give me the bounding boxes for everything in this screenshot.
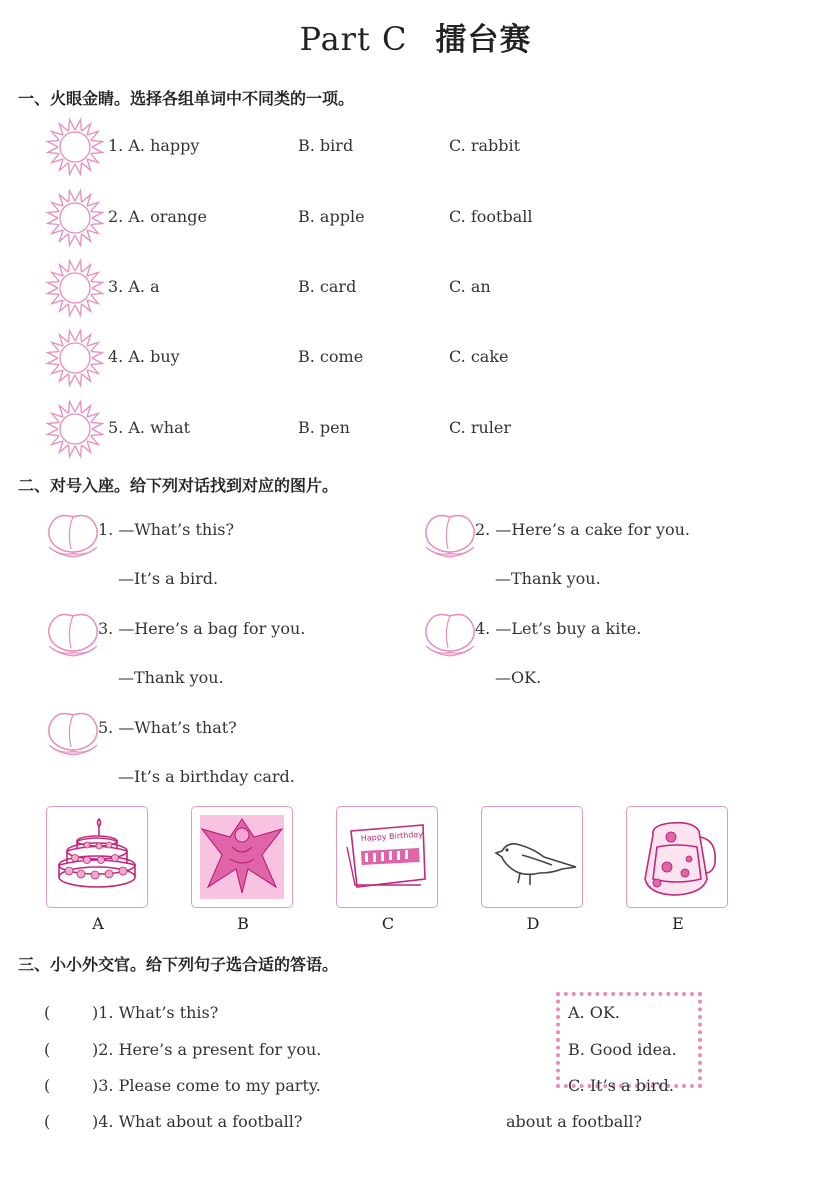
svg-text:Happy Birthday: Happy Birthday bbox=[360, 829, 424, 843]
picture-bag-icon bbox=[626, 806, 728, 908]
section2-heading: 二、对号入座。给下列对话找到对应的图片。 bbox=[18, 476, 339, 495]
sun-icon bbox=[44, 327, 106, 389]
question-text: )4. What about a football? bbox=[92, 1112, 303, 1131]
picture-cake-icon bbox=[46, 806, 148, 908]
option-a: 2. A. orange bbox=[108, 207, 207, 226]
sun-icon bbox=[44, 187, 106, 249]
title-chinese: 擂台赛 bbox=[435, 22, 532, 58]
sun-icon bbox=[44, 257, 106, 319]
option-c: C. cake bbox=[449, 347, 509, 366]
sun-icon bbox=[44, 398, 106, 460]
ghost-text: about a football? bbox=[506, 1112, 643, 1131]
answer-blank-open[interactable]: ( bbox=[44, 1003, 51, 1022]
section1-heading: 一、火眼金睛。选择各组单词中不同类的一项。 bbox=[18, 89, 355, 108]
picture-label-e: E bbox=[672, 914, 684, 933]
option-b: B. pen bbox=[298, 418, 350, 437]
peach-icon bbox=[420, 507, 480, 559]
option-a: 3. A. a bbox=[108, 277, 160, 296]
section3-heading: 三、小小外交官。给下列句子选合适的答语。 bbox=[18, 955, 339, 974]
answer-option-a: A. OK. bbox=[568, 1003, 620, 1022]
dialog-line-1: 2. —Here’s a cake for you. bbox=[475, 520, 690, 539]
answer-option-b: B. Good idea. bbox=[568, 1040, 677, 1059]
dialog-line-1: 5. —What’s that? bbox=[98, 718, 237, 737]
picture-label-d: D bbox=[526, 914, 540, 933]
dialog-line-2: —Thank you. bbox=[118, 668, 224, 687]
option-b: B. bird bbox=[298, 136, 354, 155]
peach-icon bbox=[420, 606, 480, 658]
answer-blank-open[interactable]: ( bbox=[44, 1040, 51, 1059]
question-text: )1. What’s this? bbox=[92, 1003, 219, 1022]
dialog-line-1: 1. —What’s this? bbox=[98, 520, 235, 539]
title-english: Part C bbox=[299, 20, 408, 58]
picture-label-c: C bbox=[381, 914, 395, 933]
peach-icon bbox=[43, 507, 103, 559]
option-a: 4. A. buy bbox=[108, 347, 180, 366]
answer-blank-open[interactable]: ( bbox=[44, 1112, 51, 1131]
question-text: )3. Please come to my party. bbox=[92, 1076, 321, 1095]
question-text: )2. Here’s a present for you. bbox=[92, 1040, 322, 1059]
option-b: B. come bbox=[298, 347, 364, 366]
option-a: 1. A. happy bbox=[108, 136, 200, 155]
answer-blank-open[interactable]: ( bbox=[44, 1076, 51, 1095]
option-b: B. card bbox=[298, 277, 357, 296]
dialog-line-1: 4. —Let’s buy a kite. bbox=[475, 619, 642, 638]
option-a: 5. A. what bbox=[108, 418, 191, 437]
peach-icon bbox=[43, 705, 103, 757]
dialog-line-2: —Thank you. bbox=[495, 569, 601, 588]
picture-label-a: A bbox=[92, 914, 104, 933]
picture-label-b: B bbox=[237, 914, 249, 933]
peach-icon bbox=[43, 606, 103, 658]
option-c: C. football bbox=[449, 207, 533, 226]
dialog-line-1: 3. —Here’s a bag for you. bbox=[98, 619, 306, 638]
dialog-line-2: —It’s a birthday card. bbox=[118, 767, 295, 786]
option-c: C. an bbox=[449, 277, 491, 296]
dialog-line-2: —It’s a bird. bbox=[118, 569, 219, 588]
picture-kite-icon bbox=[191, 806, 293, 908]
option-c: C. rabbit bbox=[449, 136, 521, 155]
sun-icon bbox=[44, 116, 106, 178]
option-b: B. apple bbox=[298, 207, 365, 226]
page-title bbox=[0, 14, 831, 59]
picture-birthday-card-icon bbox=[336, 806, 438, 908]
option-c: C. ruler bbox=[449, 418, 512, 437]
picture-bird-icon bbox=[481, 806, 583, 908]
dialog-line-2: —OK. bbox=[495, 668, 542, 687]
answer-option-c: C. It’s a bird. bbox=[568, 1076, 674, 1095]
